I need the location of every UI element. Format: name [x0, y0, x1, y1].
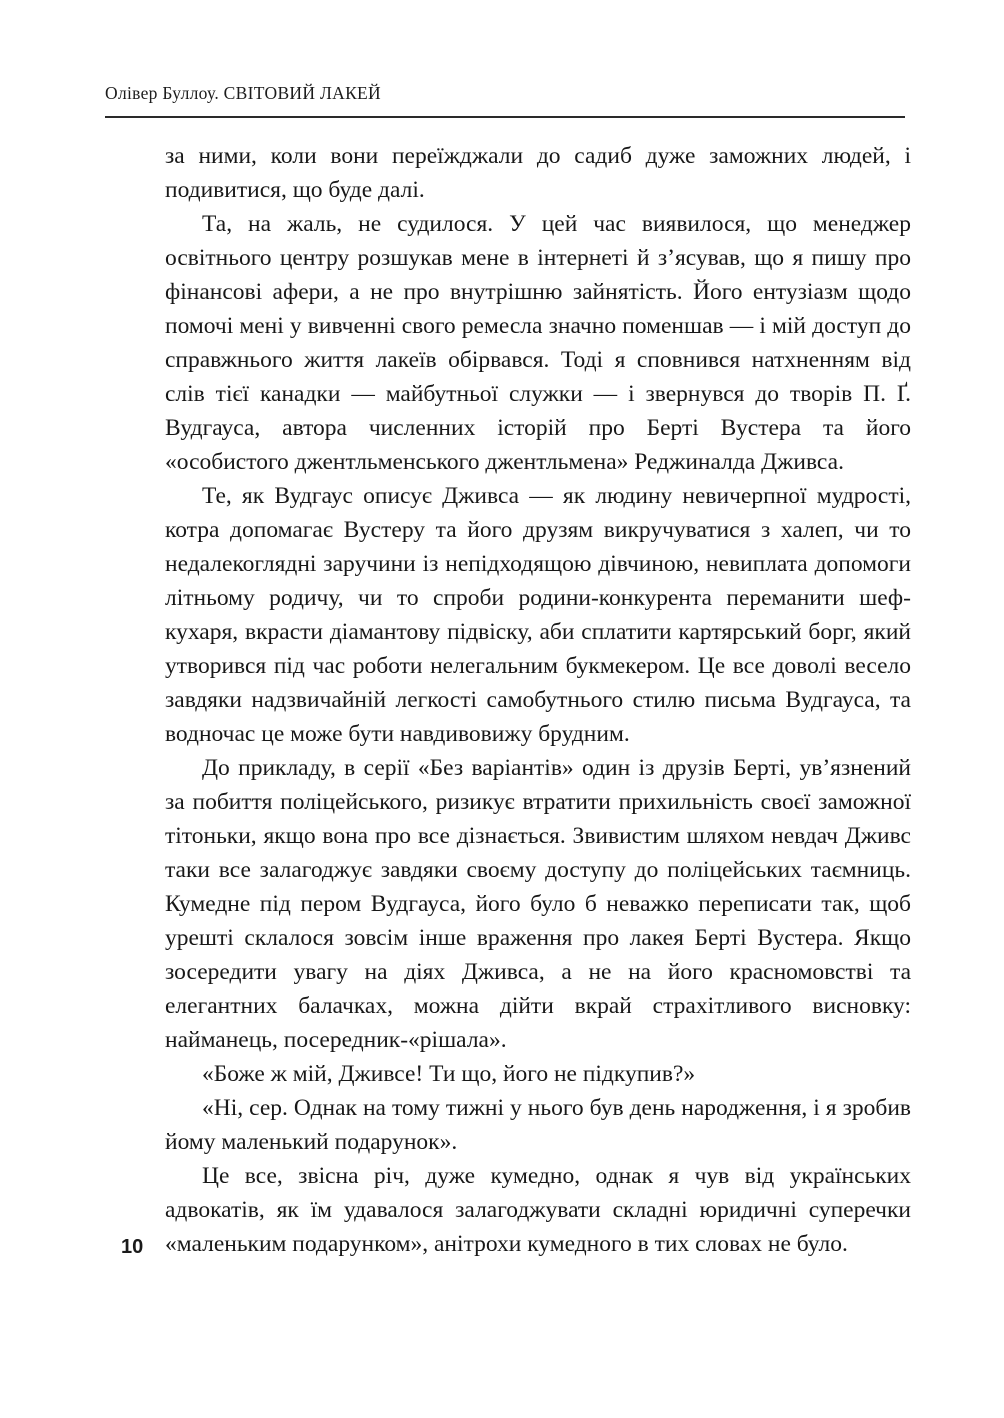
- paragraph: «Боже ж мій, Дживсе! Ти що, його не підкупив?»: [202, 1061, 696, 1087]
- header-rule: [105, 116, 905, 118]
- paragraph: До прикладу, в серії «Без варіантів» один із друзів Берті, ув’язнений за побиття поліцейського, ризикує втратити прихильність своєї заможної тітоньки, якщо вона про все дізнається. Звивистим шляхом невдач Дживс таки все залагоджує завдяки своєму доступу до поліцейських таємниць. Кумедне під пером Вудгауса, його було б неважко переписати так, щоб урешті склалося зовсім інше враження про лакея Берті Вустера. Якщо зосередити увагу на діях Дживса, а не на його красномовстві та елегантних балачках, можна дійти вкрай страхітливого висновку: найманець, посередник-«рішала».: [165, 755, 911, 1053]
- paragraph: за ними, коли вони переїжджали до садиб дуже заможних людей, і подивитися, що буде далі.: [165, 143, 911, 203]
- paragraph: «Ні, сер. Однак на тому тижні у нього був день народження, і я зробив йому маленький подарунок».: [165, 1095, 911, 1155]
- page-number: 10: [121, 1236, 144, 1258]
- paragraph: Це все, звісна річ, дуже кумедно, однак я чув від українських адвокатів, як їм удавалося залагоджувати складні юридичні суперечки «маленьким подарунком», анітрохи кумедного в тих словах не було.: [165, 1163, 911, 1257]
- paragraph: Те, як Вудгаус описує Дживса — як людину невичерпної мудрості, котра допомагає Вустеру та його друзям викручуватися з халеп, чи то недалекоглядні заручини із непідходящою дівчиною, невиплата допомоги літньому родичу, чи то спроби родини-конкурента переманити шеф-кухаря, вкрасти діамантову підвіску, аби сплатити картярський борг, який утворився під час роботи нелегальним букмекером. Це все доволі весело завдяки надзвичайній легкості самобутнього стилю письма Вудгауса, та водночас це може бути навдивовижу брудним.: [165, 483, 911, 747]
- page-body: [165, 139, 911, 1261]
- paragraph: Та, на жаль, не судилося. У цей час виявилося, що менеджер освітнього центру розшукав мене в інтернеті й з’ясував, що я пишу про фінансові афери, а не про внутрішню зайнятість. Його ентузіазм щодо помочі мені у вивченні свого ремесла значно поменшав — і мій доступ до справжнього життя лакеїв обірвався. Тоді я сповнився натхненням від слів тієї канадки — майбутньої служки — і звернувся до творів П. Ґ. Вудгауса, автора численних історій про Берті Вустера та його «особистого джентльменського джентльмена» Реджиналда Дживса.: [165, 211, 911, 475]
- running-header: Олівер Буллоу. СВІТОВИЙ ЛАКЕЙ: [105, 83, 381, 103]
